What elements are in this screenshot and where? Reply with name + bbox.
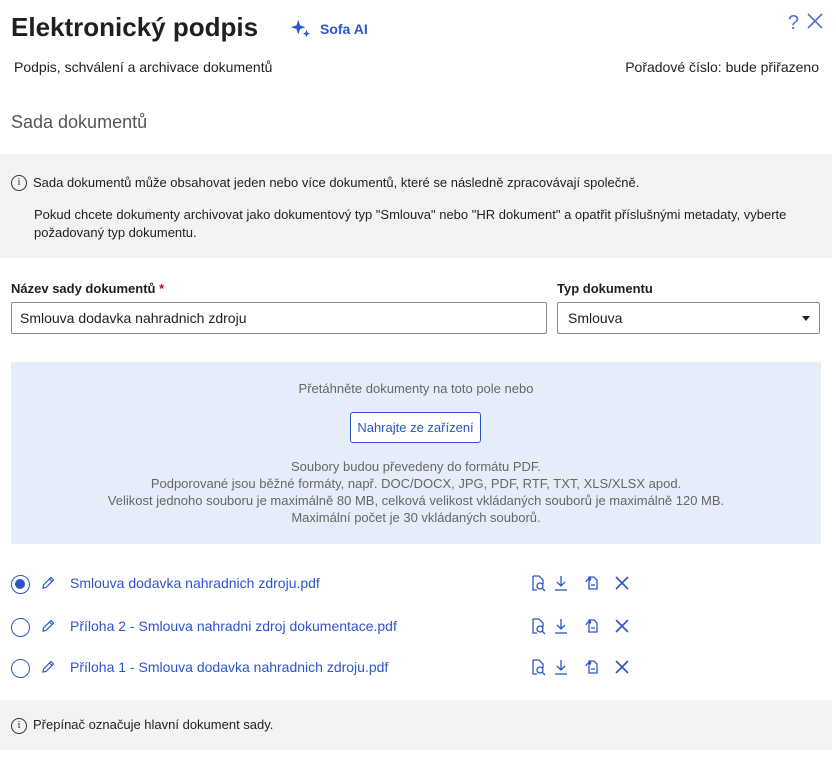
document-type-select[interactable] — [557, 302, 820, 334]
document-type-value: Smlouva — [568, 310, 623, 326]
download-icon[interactable] — [552, 574, 570, 592]
dropzone-line-3: Velikost jednoho souboru je maximálně 80 MB, celková velikost vkládaných souborů je maximálně 120 MB. — [107, 493, 725, 508]
file-row — [11, 572, 641, 596]
dropzone-line-2: Podporované jsou běžné formáty, např. DOC/DOCX, JPG, PDF, RTF, TXT, XLS/XLSX apod. — [150, 476, 682, 491]
remove-icon[interactable] — [613, 617, 631, 635]
set-name-input[interactable] — [11, 302, 547, 334]
main-document-radio[interactable] — [11, 618, 30, 637]
remove-icon[interactable] — [613, 574, 631, 592]
pencil-icon[interactable] — [41, 660, 55, 674]
type-label: Typ dokumentu — [557, 281, 653, 296]
dropzone-info — [11, 458, 821, 526]
close-icon[interactable] — [806, 12, 824, 30]
info-box — [0, 154, 832, 258]
chevron-down-icon — [802, 316, 810, 321]
file-name-link[interactable]: Smlouva dodavka nahradnich zdroju.pdf — [70, 575, 320, 591]
remove-icon[interactable] — [613, 658, 631, 676]
info-icon: i — [11, 175, 27, 191]
replace-icon[interactable] — [583, 617, 601, 635]
file-row — [11, 656, 641, 680]
download-icon[interactable] — [552, 658, 570, 676]
pencil-icon[interactable] — [41, 619, 55, 633]
download-icon[interactable] — [552, 617, 570, 635]
name-label-text: Název sady dokumentů — [11, 281, 156, 296]
help-icon[interactable]: ? — [787, 12, 799, 34]
pencil-icon[interactable] — [41, 576, 55, 590]
name-label — [11, 281, 164, 296]
dialog-header — [11, 10, 836, 50]
dialog-subtitle: Podpis, schválení a archivace dokumentů — [14, 59, 273, 75]
sofa-ai-label: Sofa AI — [320, 21, 368, 37]
required-mark: * — [159, 281, 165, 296]
page-title: Elektronický podpis — [11, 12, 259, 42]
upload-dropzone[interactable] — [11, 362, 821, 544]
main-document-radio[interactable] — [11, 575, 30, 594]
file-name-link[interactable]: Příloha 2 - Smlouva nahradni zdroj dokumentace.pdf — [70, 618, 397, 634]
section-title: Sada dokumentů — [11, 112, 148, 132]
footer-note: Přepínač označuje hlavní dokument sady. — [33, 717, 274, 732]
info-text-2: Pokud chcete dokumenty archivovat jako dokumentový typ "Smlouva" nebo "HR dokument" a opatřit příslušnými metadaty, vyberte požadovaný typ dokumentu. — [34, 207, 787, 240]
upload-from-device-button[interactable]: Nahrajte ze zařízení — [350, 412, 481, 443]
dropzone-hint: Přetáhněte dokumenty na toto pole nebo — [298, 381, 534, 396]
file-row — [11, 615, 641, 639]
info-icon: i — [11, 718, 27, 734]
sparkle-icon — [290, 18, 312, 40]
info-text-1: Sada dokumentů může obsahovat jeden nebo více dokumentů, které se následně zpracovávají společně. — [33, 175, 640, 190]
replace-icon[interactable] — [583, 574, 601, 592]
footer-note-box — [0, 700, 832, 750]
replace-icon[interactable] — [583, 658, 601, 676]
main-document-radio[interactable] — [11, 659, 30, 678]
preview-icon[interactable] — [529, 658, 547, 676]
dropzone-line-4: Maximální počet je 30 vkládaných souborů. — [291, 510, 541, 525]
sofa-ai-button[interactable] — [290, 18, 368, 40]
preview-icon[interactable] — [529, 574, 547, 592]
file-name-link[interactable]: Příloha 1 - Smlouva dodavka nahradnich zdroju.pdf — [70, 659, 389, 675]
dropzone-line-1: Soubory budou převedeny do formátu PDF. — [290, 459, 542, 474]
preview-icon[interactable] — [529, 617, 547, 635]
order-number: Pořadové číslo: bude přiřazeno — [625, 59, 819, 75]
